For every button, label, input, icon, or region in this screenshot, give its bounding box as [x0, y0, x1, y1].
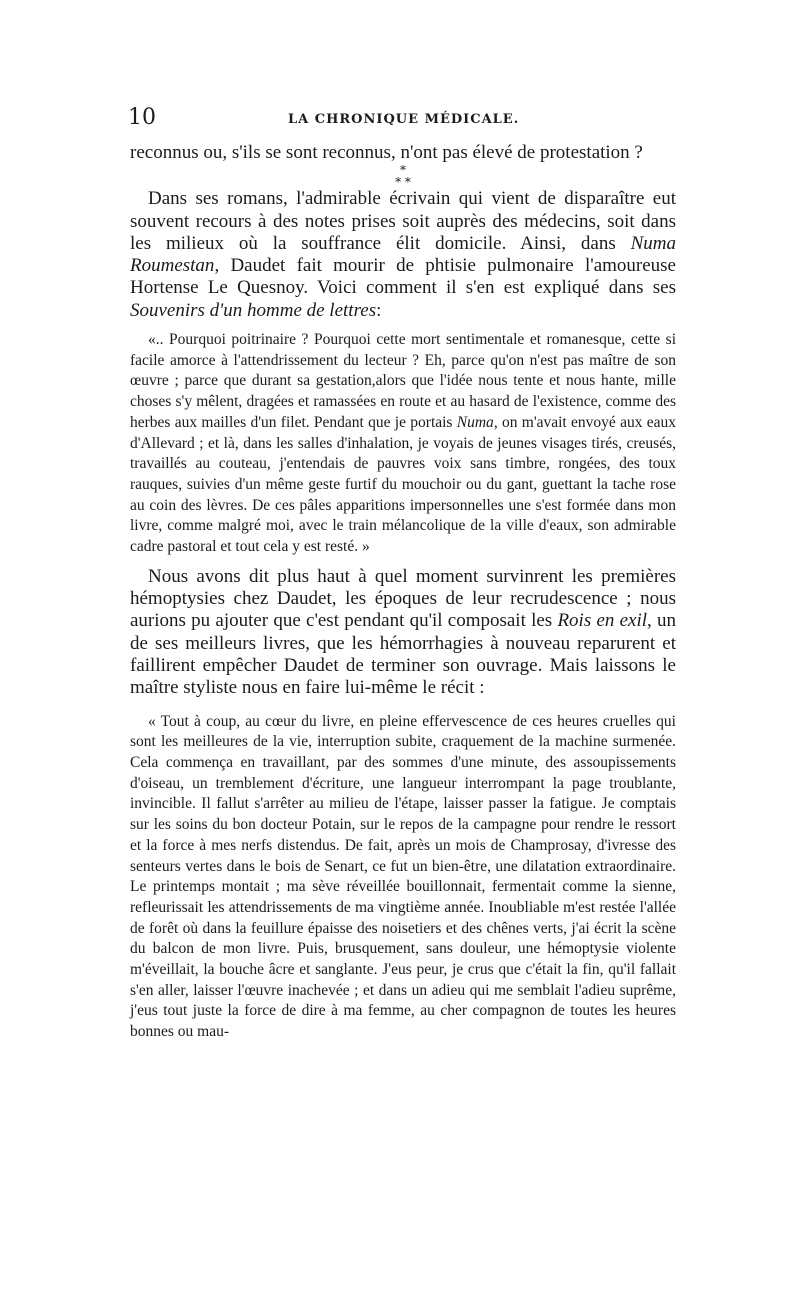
- quotation-poitrinaire: [130, 330, 676, 558]
- asterism-bottom: * *: [395, 175, 411, 190]
- paragraph-romans: [130, 188, 676, 322]
- quotation-poitrinaire-text-a: «.. Pourquoi poitrinaire ? Pourquoi cette mort sentimentale et romanesque, cette si facile amorce à l'attendrissement du lecteur ? Eh, parce qu'on n'est pas maître de son œuvre ; parce que durant sa gestation,alors que l'idée nous tente et nous hante, mille choses s'y mêlent, dragées et ramassées en route et au hasard de l'existence, comme des herbes aux mailles d'un filet. Pendant que je portais: [130, 331, 676, 431]
- paragraph-hemoptysies-text-b: , un de ses meilleurs livres, que les hémorrhagies à nouveau reparurent et faillirent empêcher Daudet de terminer son ouvrage. Mais laissons le maître styliste nous en faire lui-même le récit :: [130, 610, 677, 699]
- paragraph-hemoptysies: [130, 566, 676, 700]
- quotation-poitrinaire-text-b: , on m'avait envoyé aux eaux d'Allevard ; et là, dans les salles d'inhalation, je voyais de jeunes visages tirés, creusés, travaillés au couteau, j'entendais de pauvres voix sans timbre, rongées, des toux rauques, suivies d'un même geste furtif du mouchoir ou du gant, guettant la tache rose au coin des lèvres. De ces pâles apparitions impersonnelles une s'est formée dans mon livre, comme malgré moi, avec le train mélancolique de la ville d'eaux, son admirable cadre pastoral et tout cela y est resté. »: [130, 413, 676, 556]
- body-text: [130, 142, 676, 1043]
- running-title: LA CHRONIQUE MÉDICALE.: [288, 112, 520, 127]
- asterism-top: *: [400, 163, 406, 178]
- book-title-souvenirs: Souvenirs d'un homme de lettres: [130, 299, 377, 321]
- page-number: 10: [128, 105, 156, 130]
- paragraph-hemoptysies-text-a: Nous avons dit plus haut à quel moment survinrent les premières hémoptysies chez Daudet, les époques de leur recrudescence ; nous aurions pu ajouter que c'est pendant qu'il composait les: [130, 565, 676, 632]
- page-header: [128, 106, 676, 130]
- paragraph-continuation: reconnus ou, s'ils se sont reconnus, n'ont pas élevé de protestation ?: [130, 142, 643, 163]
- book-title-numa-roumestan: Numa Roumestan: [130, 232, 676, 277]
- book-title-rois-en-exil: Rois en exil: [557, 610, 648, 632]
- paragraph-romans-text-c: :: [376, 299, 382, 321]
- quotation-tout-a-coup: « Tout à coup, au cœur du livre, en pleine effervescence de ces heures cruelles qui sont les meilleures de la vie, interruption subite, craquement de la machine surmenée. Cela commença en travaillant, par des sommes d'une minute, des assoupissements d'oiseau, un tremblement d'écriture, une langueur interrompant la page troublante, invincible. Il fallut s'arrêter au milieu de l'étape, laisser passer la fatigue. Je comptais sur les soins du bon docteur Potain, sur le repos de la campagne pour rendre le ressort et la force à mes nerfs distendus. De fait, après un mois de Champrosay, d'ivresse des senteurs vertes dans le bois de Senart, ce fut un bien-être, une dilatation extraordinaire. Le printemps montait ; ma sève réveillée bouillonnait, fermentait comme la sienne, refleurissait les attendrissements de ma vingtième année. Inoubliable m'est restée l'allée de forêt où dans la feuillure épaisse des noisetiers et des chênes verts, j'ai écrit la scène du balcon de mon livre. Puis, brusquement, sans douleur, une hémoptysie violente m'éveillait, la bouche âcre et sanglante. J'eus peur, je crus que c'était la fin, qu'il fallait s'en aller, laisser l'œuvre inachevée ; et dans un adieu qui me semblait l'adieu suprême, j'eus tout juste la force de dire à ma femme, au cher compagnon de toutes les heures bonnes ou mau-: [130, 712, 676, 1041]
- paragraph-romans-text-b: , Daudet fait mourir de phtisie pulmonaire l'amoureuse Hortense Le Quesnoy. Voici comment il s'en est expliqué dans ses: [130, 255, 676, 299]
- asterism-separator: [130, 164, 676, 188]
- book-title-numa: Numa: [456, 413, 494, 431]
- paragraph-romans-text-a: Dans ses romans, l'admirable écrivain qui vient de disparaître eut souvent recours à des notes prises soit auprès des médecins, soit dans les milieux où la souffrance élit domicile. Ainsi, dans: [130, 188, 676, 254]
